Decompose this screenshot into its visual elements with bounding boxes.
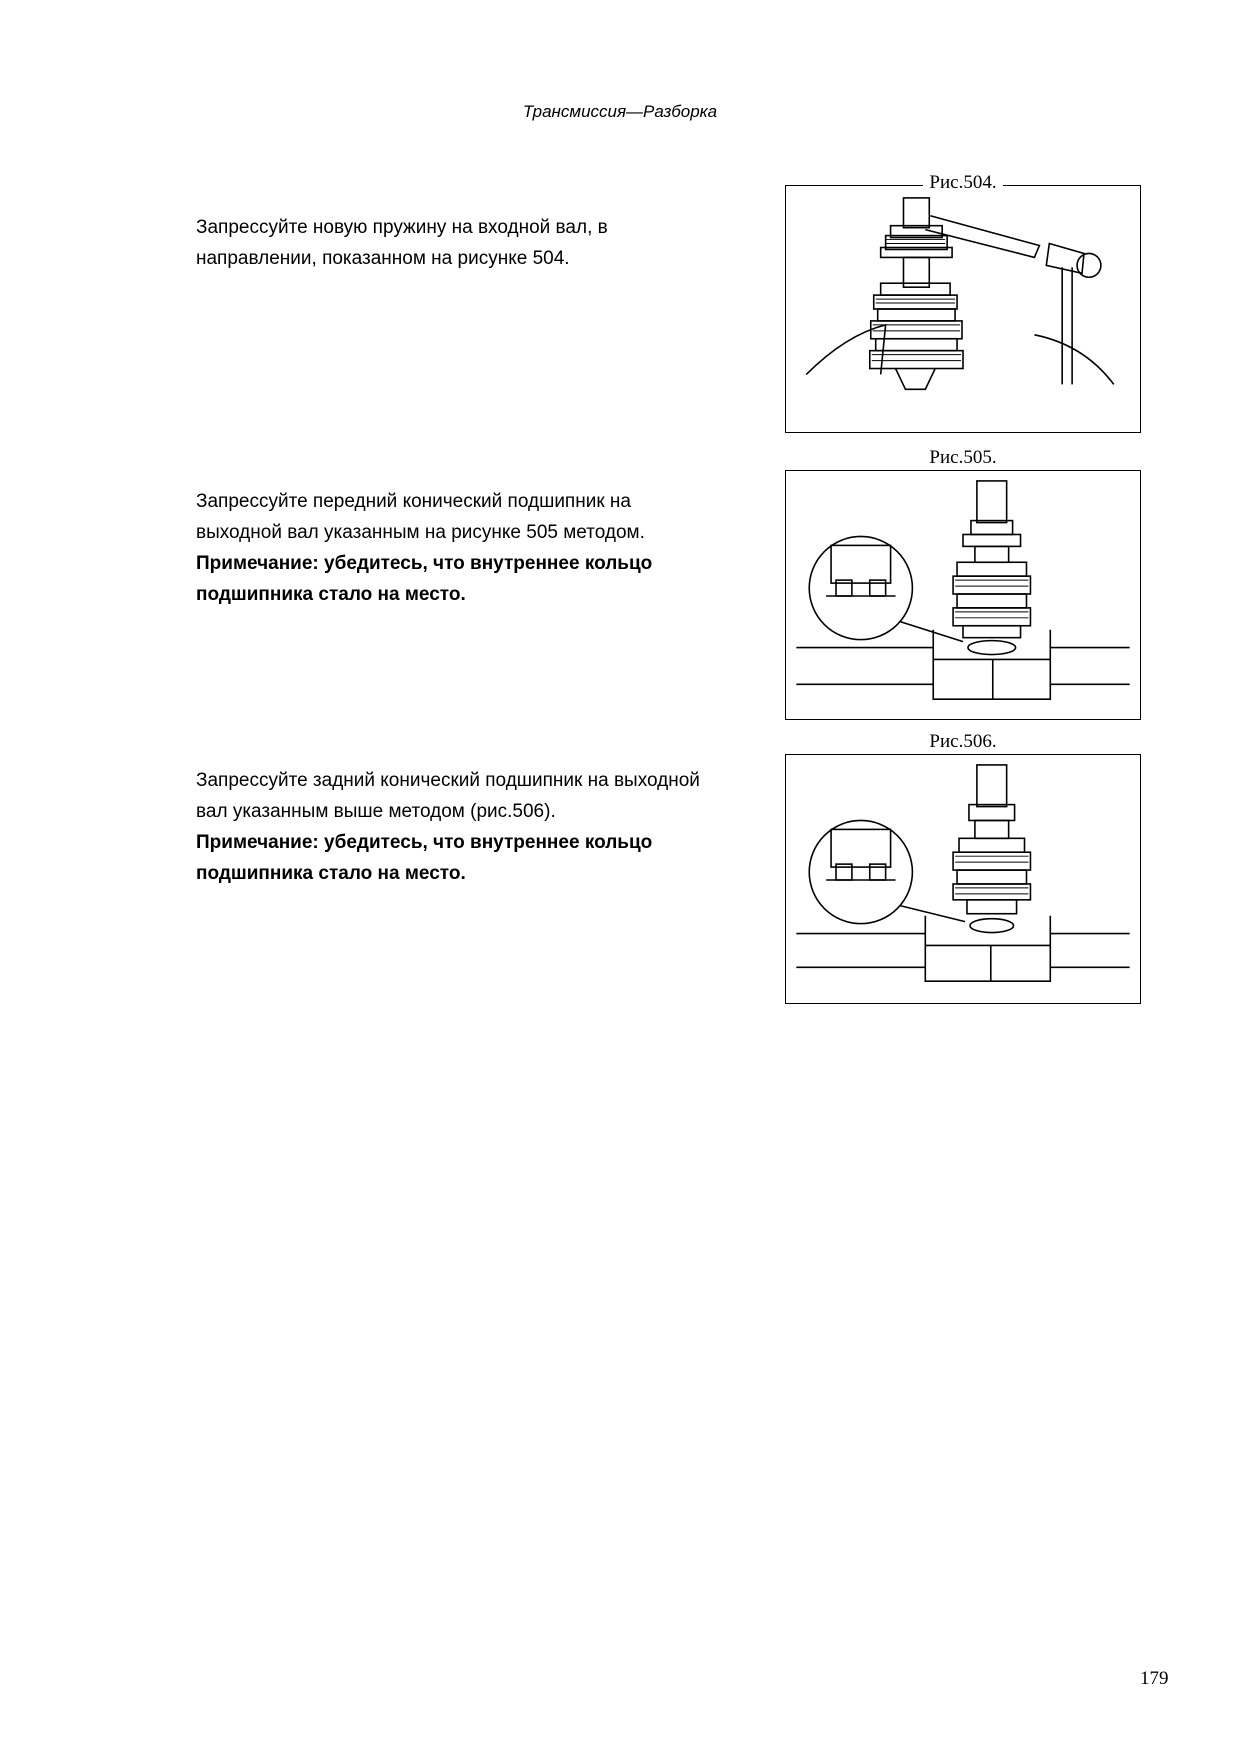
figure-504 [785, 172, 1141, 433]
figure-506 [785, 731, 1141, 1004]
instruction-504 [196, 212, 756, 274]
figure-caption: Рис.506. [786, 731, 1140, 753]
instruction-506 [196, 765, 756, 889]
text-line: направлении, показанном на рисунке 504. [196, 248, 570, 269]
note-line: Примечание: убедитесь, что внутреннее кольцо [196, 553, 653, 574]
page-number: 179 [1140, 1668, 1169, 1689]
note-line: Примечание: убедитесь, что внутреннее кольцо [196, 832, 653, 853]
note-line: подшипника стало на место. [196, 584, 466, 605]
text-line: выходной вал указанным на рисунке 505 методом. [196, 522, 645, 543]
text-line: вал указанным выше методом (рис.506). [196, 801, 556, 822]
text-line: Запрессуйте передний конический подшипник на [196, 491, 631, 512]
text-line: Запрессуйте задний конический подшипник на выходной [196, 770, 700, 791]
note-line: подшипника стало на место. [196, 863, 466, 884]
gear-shaft-hammer-illustration [786, 186, 1140, 432]
figure-caption: Рис.505. [786, 447, 1140, 469]
instruction-505 [196, 486, 756, 610]
bearing-press-illustration [786, 755, 1140, 1003]
text-line: Запрессуйте новую пружину на входной вал, в [196, 217, 608, 238]
running-header: Трансмиссия—Разборка [522, 102, 718, 121]
bearing-press-illustration [786, 471, 1140, 719]
figure-505 [785, 447, 1141, 720]
figure-caption: Рис.504. [786, 172, 1140, 194]
